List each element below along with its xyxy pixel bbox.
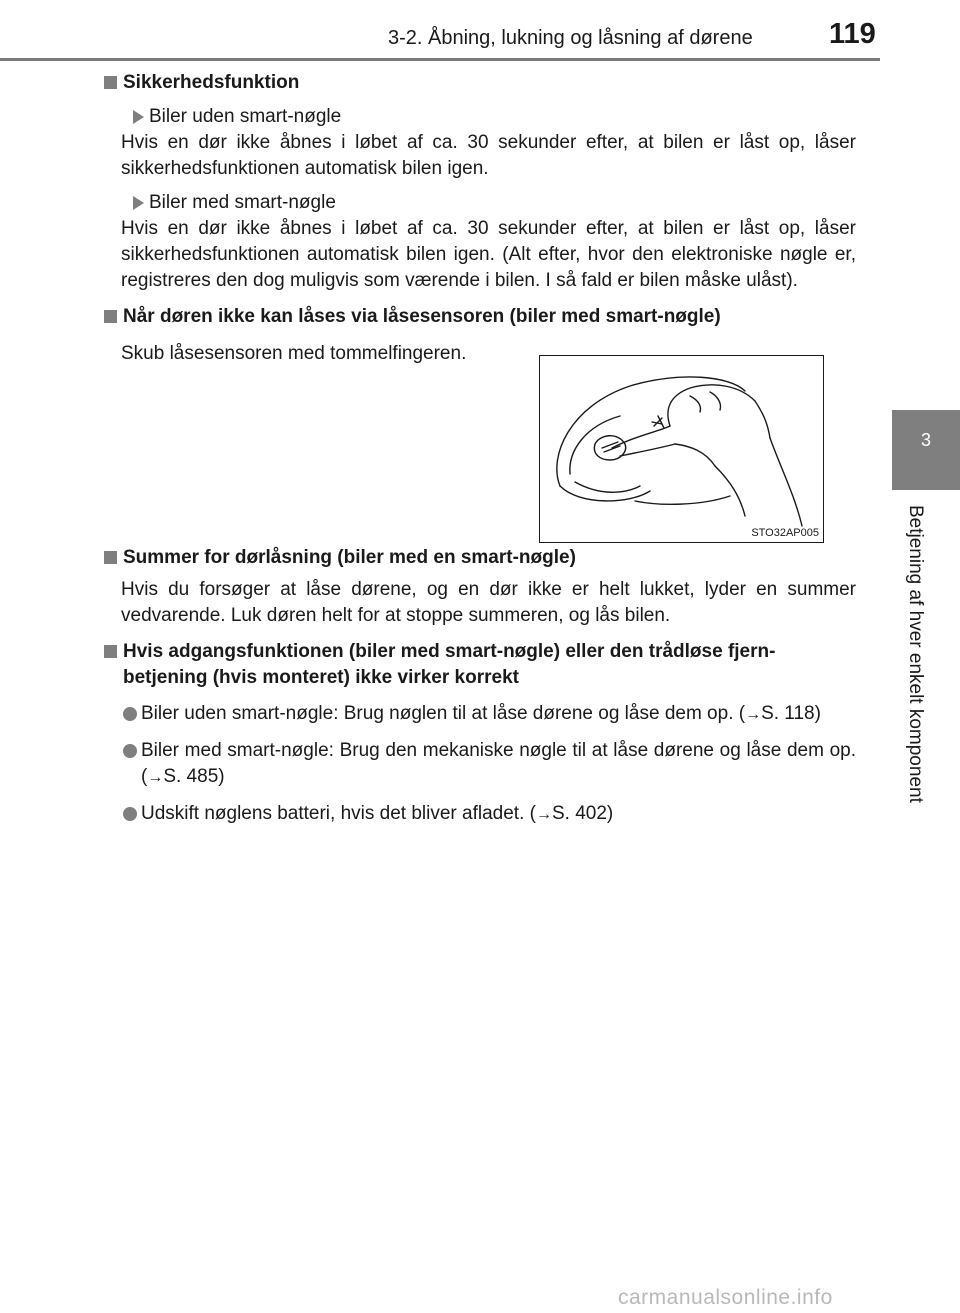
right-arrow-icon: → xyxy=(147,769,164,786)
hand-on-door-handle-illustration xyxy=(540,356,822,541)
round-bullet-icon xyxy=(123,744,137,758)
square-bullet-icon xyxy=(104,551,117,564)
page-ref-link[interactable]: S. 118) xyxy=(761,703,821,724)
heading-summer: Summer for dørlåsning (biler med en smart-nøgle) xyxy=(104,545,856,571)
paragraph: Hvis du forsøger at låse dørene, og en dør ikke er helt lukket, lyder en summer vedvarende. Luk døren helt for at stoppe summeren, og lås bilen. xyxy=(121,579,856,626)
square-bullet-icon xyxy=(104,645,117,658)
chapter-label-area xyxy=(892,490,960,880)
triangle-bullet-icon xyxy=(133,196,144,210)
round-bullet-icon xyxy=(123,807,137,821)
square-bullet-icon xyxy=(104,310,117,323)
heading-adgangsfunktion: Hvis adgangsfunktionen (biler med smart-nøgle) eller den trådløse fjern-betjening (hvis monteret) ikke virker korrekt xyxy=(104,639,856,691)
page-ref-link[interactable]: S. 485) xyxy=(163,766,225,787)
page-ref-link[interactable]: S. 402) xyxy=(551,803,614,824)
page-number: 119 xyxy=(829,18,876,50)
paragraph: Skub låsesensoren med tommelfingeren. xyxy=(121,343,467,364)
subheading-med-smart-noegle: Biler med smart-nøgle xyxy=(104,190,856,216)
list-item: Biler uden smart-nøgle: Brug nøglen til at låse dørene og låse dem op. (→S. 118) xyxy=(104,701,856,728)
square-bullet-icon xyxy=(104,76,117,89)
chapter-number: 3 xyxy=(920,430,931,450)
triangle-bullet-icon xyxy=(133,110,144,124)
watermark-text: carmanualsonline.info xyxy=(618,1286,833,1309)
header-rule xyxy=(0,58,880,61)
right-arrow-icon: → xyxy=(745,706,762,723)
right-arrow-icon: → xyxy=(535,806,552,823)
lock-sensor-illustration xyxy=(539,355,824,543)
list-item: Udskift nøglens batteri, hvis det bliver afladet. (→S. 402) xyxy=(104,801,856,828)
subheading-uden-smart-noegle: Biler uden smart-nøgle xyxy=(104,104,856,130)
chapter-label: Betjening af hver enkelt komponent xyxy=(905,505,926,803)
heading-laasesensor: Når døren ikke kan låses via låsesensoren (biler med smart-nøgle) xyxy=(104,304,856,330)
paragraph: Hvis en dør ikke åbnes i løbet af ca. 30 sekunder efter, at bilen er låst op, låser sikkerhedsfunktionen automatisk bilen igen. xyxy=(121,132,856,179)
page-header xyxy=(0,0,960,60)
list-item: Biler med smart-nøgle: Brug den mekaniske nøgle til at låse dørene og låse dem op. (→S. 485) xyxy=(104,738,856,791)
section-title: 3-2. Åbning, lukning og låsning af dørene xyxy=(388,27,753,49)
round-bullet-icon xyxy=(123,707,137,721)
paragraph: Hvis en dør ikke åbnes i løbet af ca. 30 sekunder efter, at bilen er låst op, låser sikkerhedsfunktionen automatisk bilen igen. (Alt efter, hvor den elektroniske nøgle er, registreres den dog muligvis som værende i bilen. I så fald er bilen måske ulåst). xyxy=(121,218,856,291)
figure-code: STO32AP005 xyxy=(751,527,819,539)
heading-sikkerhedsfunktion: Sikkerhedsfunktion xyxy=(104,70,856,96)
